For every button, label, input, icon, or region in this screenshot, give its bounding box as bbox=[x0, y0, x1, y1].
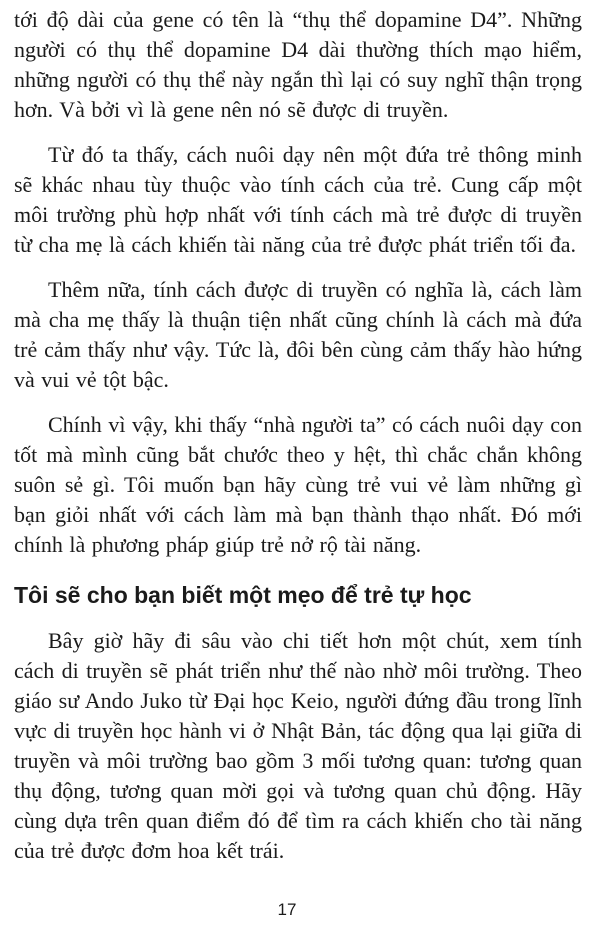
paragraph-2: Từ đó ta thấy, cách nuôi dạy nên một đứa trẻ thông minh sẽ khác nhau tùy thuộc vào tính cách của trẻ. Cung cấp một môi trường phù hợp nhất với tính cách mà trẻ được di truyền từ cha mẹ là cách khiến tài năng của trẻ được phát triển tối đa. bbox=[14, 142, 582, 257]
section-heading: Tôi sẽ cho bạn biết một mẹo để trẻ tự học bbox=[14, 582, 472, 608]
paragraph-4: Chính vì vậy, khi thấy “nhà người ta” có cách nuôi dạy con tốt mà mình cũng bắt chước theo y hệt, thì chắc chắn không suôn sẻ gì. Tôi muốn bạn hãy cùng trẻ vui vẻ làm những gì bạn giỏi nhất với cách làm mà bạn thành thạo nhất. Đó mới chính là phương pháp giúp trẻ nở rộ tài năng. bbox=[14, 412, 582, 557]
paragraph-3: Thêm nữa, tính cách được di truyền có nghĩa là, cách làm mà cha mẹ thấy là thuận tiện nhất cũng chính là cách mà đứa trẻ cảm thấy như vậy. Tức là, đôi bên cùng cảm thấy hào hứng và vui vẻ tột bậc. bbox=[14, 277, 582, 392]
paragraph-continuation: tới độ dài của gene có tên là “thụ thể dopamine D4”. Những người có thụ thể dopamine D4 dài thường thích mạo hiểm, những người có thụ thể này ngắn thì lại có suy nghĩ thận trọng hơn. Và bởi vì là gene nên nó sẽ được di truyền. bbox=[14, 7, 582, 122]
paragraph-5: Bây giờ hãy đi sâu vào chi tiết hơn một chút, xem tính cách di truyền sẽ phát triển như thế nào nhờ môi trường. Theo giáo sư Ando Juko từ Đại học Keio, người đứng đầu trong lĩnh vực di truyền học hành vi ở Nhật Bản, tác động qua lại giữa di truyền và môi trường bao gồm 3 mối tương quan: tương quan thụ động, tương quan mời gọi và tương quan chủ động. Hãy cùng dựa trên quan điểm đó để tìm ra cách khiến cho tài năng của trẻ được đơm hoa kết trái. bbox=[14, 628, 582, 863]
page-number: 17 bbox=[277, 900, 297, 919]
